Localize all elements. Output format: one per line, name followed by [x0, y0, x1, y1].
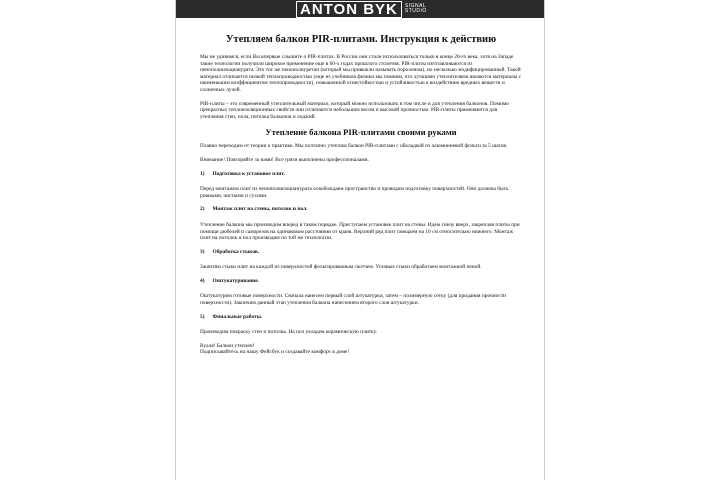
- logo-text: ANTON BYK: [296, 1, 402, 18]
- step-text: Утепление балкона мы производим вперед в таком порядке. Приступаем установке плит на стены. Идем снизу вверх, закрепляя плиты при помощи дюбелей и саморезов на одинаковом расстоянии от краев. Верхний ряд плит смещаем на 10 см относительно нижнего. Монтаж плит на потолок и пол производим по той же технологии.: [200, 221, 520, 242]
- lead-paragraph: Плавно переходим от теории к практике. Мы поэтапно утеплим балкон PIR-плитами с обкладкой из алюминиевой фольги за 5 шагов.: [200, 143, 508, 150]
- section-subtitle: Утепление балкона PIR-плитами своими руками: [265, 127, 457, 138]
- step-title: Подготовка к установке плит.: [212, 170, 285, 177]
- step-number: 2): [200, 206, 205, 213]
- step-number: 4): [200, 277, 205, 284]
- step-title: Оштукатуривание.: [212, 277, 260, 284]
- step-title: Обработка стыков.: [212, 248, 260, 255]
- logo[interactable]: [296, 0, 427, 18]
- outro-line: Вуаля! Балкон утеплен!: [200, 342, 255, 349]
- step-heading: [200, 171, 522, 178]
- step-text: Оштукатурим готовые поверхности. Сначала нанесем первый слой штукатурки, затем – полимерную сетку (для придания прочности поверхности). Закончим данный этап утепления балкона нанесением второго слоя штукатурки.: [200, 293, 507, 307]
- step-number: 3): [200, 248, 205, 255]
- step-text: Зашитим стыки плит на каждой из поверхностей фольгированным скотчем. Угловые стыки обработаем монтажной пеной.: [200, 264, 482, 271]
- logo-subtitle: SIGNAL STUDIO: [404, 3, 427, 14]
- step-heading: [200, 206, 522, 213]
- step-heading: [200, 314, 522, 321]
- step-title: Финальные работы.: [212, 313, 263, 320]
- header-bar: [176, 0, 544, 18]
- step-heading: [200, 249, 522, 256]
- step-text: Перед монтажом плит из пенополиизоцианурата освобождаем пространство и проводим подготовку поверхностей. Они должны быть ровными, чистыми и сухими.: [200, 186, 509, 199]
- step-heading: [200, 278, 522, 285]
- step-title: Монтаж плит на стены, потолок и пол.: [212, 206, 308, 213]
- step-number: 5): [200, 313, 205, 320]
- step-number: 1): [200, 170, 205, 177]
- article: [200, 34, 522, 356]
- document-sheet: [175, 0, 545, 480]
- intro-paragraph: PIR-плиты – это современный утеплительный материал, который можно использовать в том числе и для утепления балконов. Помимо прекрасных теплоизоляционных свойств они отличаются небольшим весом и высокой прочностью. PIR-плиты применяются для утепления стен, пола, потолка балконов и лоджий.: [200, 100, 509, 120]
- lead-paragraph: Внимание! Повторяйте за нами! Все грязи выполнены профессионалами.: [200, 156, 369, 163]
- step-text: Производим покраску стен и потолка. На пол укладем керамическую плитку.: [200, 329, 378, 336]
- outro-line: Подписывайтесь на нашу Фейсбук и создавайте комфорт в доме!: [200, 349, 350, 356]
- intro-paragraph: Мы не удивимся, если Вы впервые слышите о PIR-плитах. В России они стали использоваться только в конце 20-го века, хотя на Западе такие технологии получили широкое применение еще в 60-х годах прошлого столетия. PIR-плиты изготавливаются из пенополиизоцианурата. Это тот же пенополиуретан (который мы привыкли называть поролоном), но несколько модифицированный. Такой материал отличается низкой теплопроводностью (еще из учебников физики мы помним, что лучшими утеплителями являются материалы с наименьшим коэффициентом теплопроводности), повышенной огнестойкостью и устойчивостью к воздействию вредных веществ и солнечных лучей.: [200, 54, 522, 93]
- article-title: Утепляем балкон PIR-плитами. Инструкция к действию: [225, 34, 497, 45]
